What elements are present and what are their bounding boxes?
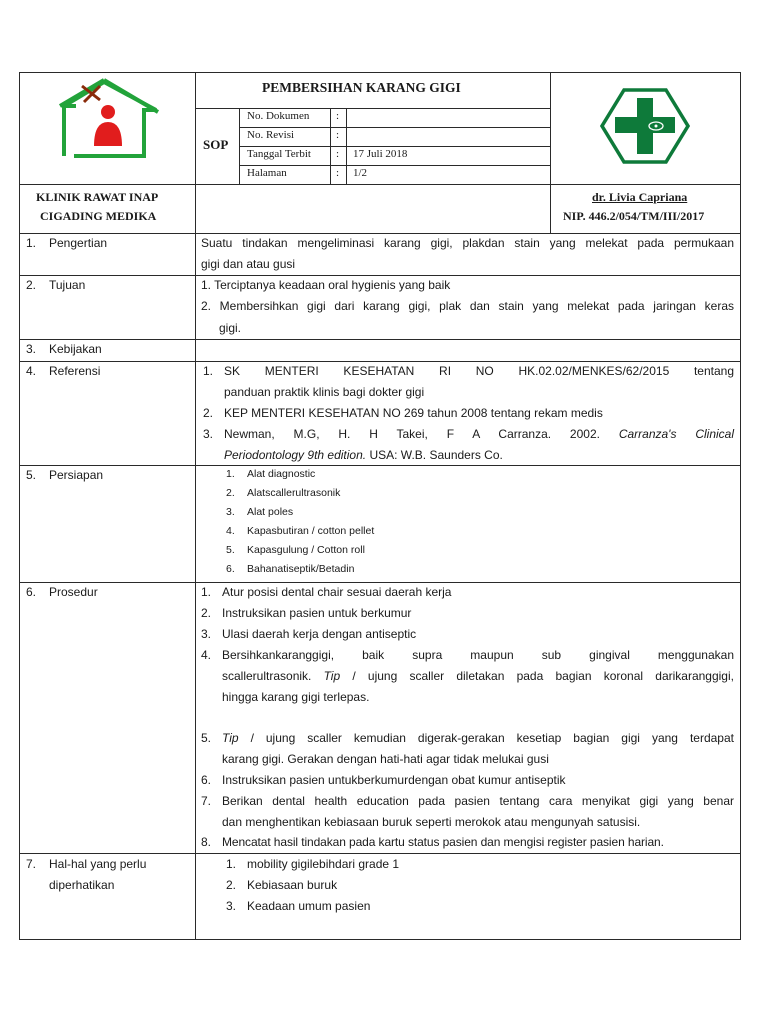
divider bbox=[195, 72, 196, 940]
step-number: 6. bbox=[201, 773, 212, 787]
section-number: 7. bbox=[26, 857, 37, 871]
step-number: 7. bbox=[201, 794, 212, 808]
step-text: Bersihkankaranggigi, baik supra maupun sub gingival menggunakan bbox=[222, 648, 734, 662]
divider bbox=[19, 361, 741, 362]
list-number: 2. bbox=[203, 406, 214, 420]
step-text bbox=[222, 669, 734, 683]
section-label: diperhatikan bbox=[49, 878, 115, 892]
list-number: 4. bbox=[226, 525, 235, 537]
list-item: KEP MENTERI KESEHATAN NO 269 tahun 2008 tentang rekam medis bbox=[224, 406, 603, 420]
section-text: Suatu tindakan mengeliminasi karang gigi, plakdan stain yang melekat pada permukaan bbox=[201, 236, 734, 250]
list-item: Kebiasaan buruk bbox=[247, 878, 338, 892]
step-text: Berikan dental health education pada pasien tentang cara menyikat gigi yang benar bbox=[222, 794, 734, 808]
field-label: Halaman bbox=[247, 167, 287, 179]
step-number: 8. bbox=[201, 835, 212, 849]
section-label: Persiapan bbox=[49, 468, 104, 482]
list-number: 3. bbox=[226, 899, 237, 913]
reference-text: Newman, M.G, H. H Takei, F A Carranza. 2002. bbox=[224, 427, 600, 441]
section-label: Pengertian bbox=[49, 236, 108, 250]
divider bbox=[550, 184, 551, 233]
step-text: Instruksikan pasien untuk berkumur bbox=[222, 606, 412, 620]
list-item: Kapasbutiran / cotton pellet bbox=[247, 525, 375, 537]
house-health-icon bbox=[56, 76, 160, 160]
divider bbox=[239, 127, 550, 128]
list-item: Keadaan umum pasien bbox=[247, 899, 371, 913]
divider bbox=[195, 108, 550, 109]
divider bbox=[239, 146, 550, 147]
divider bbox=[19, 465, 741, 466]
section-number: 4. bbox=[26, 364, 37, 378]
section-label: Referensi bbox=[49, 364, 101, 378]
list-item: Kapasgulung / Cotton roll bbox=[247, 544, 365, 556]
field-label: Tanggal Terbit bbox=[247, 148, 311, 160]
step-number: 3. bbox=[201, 627, 212, 641]
divider bbox=[19, 853, 741, 854]
field-separator: : bbox=[336, 167, 340, 179]
doctor-nip: NIP. 446.2/054/TM/III/2017 bbox=[563, 209, 705, 223]
list-item: 1. Terciptanya keadaan oral hygienis yang baik bbox=[201, 278, 451, 292]
list-number: 6. bbox=[226, 563, 235, 575]
list-item: Alat poles bbox=[247, 506, 294, 518]
step-number: 4. bbox=[201, 648, 212, 662]
reference-title: Periodontology 9th edition. bbox=[224, 448, 367, 462]
list-number: 1. bbox=[226, 857, 237, 871]
list-item: gigi. bbox=[219, 321, 242, 335]
sop-label: SOP bbox=[203, 137, 229, 152]
field-separator: : bbox=[336, 110, 340, 122]
section-number: 3. bbox=[26, 342, 37, 356]
list-number: 3. bbox=[203, 427, 214, 441]
list-item: 2. Membersihkan gigi dari karang gigi, plak dan stain yang melekat pada jaringan keras bbox=[201, 299, 734, 313]
step-text: Mencatat hasil tindakan pada kartu status pasien dan mengisi register pasien harian. bbox=[222, 835, 664, 849]
clinic-name: CIGADING MEDIKA bbox=[40, 209, 157, 223]
divider bbox=[19, 184, 741, 185]
step-text-part: scallerultrasonik. bbox=[222, 669, 312, 683]
clinic-name: KLINIK RAWAT INAP bbox=[36, 190, 159, 204]
list-number: 5. bbox=[226, 544, 235, 556]
step-text: Atur posisi dental chair sesuai daerah kerja bbox=[222, 585, 452, 599]
section-number: 5. bbox=[26, 468, 37, 482]
field-value: 1/2 bbox=[353, 167, 368, 179]
field-separator: : bbox=[336, 148, 340, 160]
reference-text: USA: W.B. Saunders Co. bbox=[369, 448, 503, 462]
section-label: Hal-hal yang perlu bbox=[49, 857, 147, 871]
field-separator: : bbox=[336, 129, 340, 141]
section-text: gigi dan atau gusi bbox=[201, 257, 296, 271]
step-text-part: / ujung scaller kemudian digerak-gerakan kesetiap bagian gigi yang terdapat bbox=[250, 731, 734, 745]
section-number: 2. bbox=[26, 278, 37, 292]
divider bbox=[550, 72, 551, 184]
list-number: 2. bbox=[226, 878, 237, 892]
section-number: 1. bbox=[26, 236, 37, 250]
list-number: 1. bbox=[203, 364, 214, 378]
divider bbox=[19, 339, 741, 340]
list-item: Bahanatiseptik/Betadin bbox=[247, 563, 355, 575]
step-text: Instruksikan pasien untukberkumurdengan obat kumur antiseptik bbox=[222, 773, 566, 787]
section-label: Kebijakan bbox=[49, 342, 102, 356]
reference-title: Carranza's Clinical bbox=[618, 427, 734, 441]
cross-icon bbox=[600, 88, 690, 164]
divider bbox=[19, 233, 741, 234]
step-text-italic: Tip bbox=[222, 731, 239, 745]
step-text: dan menghentikan kebiasaan buruk seperti merokok atau mengunyah satusisi. bbox=[222, 815, 641, 829]
step-text: karang gigi. Gerakan dengan hati-hati agar tidak melukai gusi bbox=[222, 752, 549, 766]
section-label: Prosedur bbox=[49, 585, 98, 599]
step-text-italic: Tip bbox=[323, 669, 341, 683]
field-label: No. Dokumen bbox=[247, 110, 310, 122]
list-item bbox=[224, 427, 734, 441]
divider bbox=[19, 275, 741, 276]
list-item: mobility gigilebihdari grade 1 bbox=[247, 857, 400, 871]
field-value: 17 Juli 2018 bbox=[353, 148, 408, 160]
clinic-logo bbox=[56, 76, 160, 160]
divider bbox=[239, 165, 550, 166]
section-number: 6. bbox=[26, 585, 37, 599]
step-number: 1. bbox=[201, 585, 212, 599]
list-item: panduan praktik klinis bagi dokter gigi bbox=[224, 385, 425, 399]
list-number: 2. bbox=[226, 487, 235, 499]
list-item: Alat diagnostic bbox=[247, 468, 316, 480]
list-item bbox=[224, 448, 503, 462]
doctor-name: dr. Livia Capriana bbox=[592, 190, 688, 204]
step-text bbox=[222, 731, 734, 745]
puskesmas-logo bbox=[600, 88, 690, 164]
divider bbox=[19, 582, 741, 583]
field-label: No. Revisi bbox=[247, 129, 295, 141]
list-number: 1. bbox=[226, 468, 235, 480]
step-text: Ulasi daerah kerja dengan antiseptic bbox=[222, 627, 417, 641]
section-label: Tujuan bbox=[49, 278, 86, 292]
step-text-part: / ujung scaller diletakan pada bagian koronal darikaranggigi, bbox=[352, 669, 734, 683]
list-number: 3. bbox=[226, 506, 235, 518]
step-text: hingga karang gigi terlepas. bbox=[222, 690, 370, 704]
step-number: 2. bbox=[201, 606, 212, 620]
document-title: PEMBERSIHAN KARANG GIGI bbox=[262, 80, 461, 95]
step-number: 5. bbox=[201, 731, 212, 745]
list-item: Alatscallerultrasonik bbox=[247, 487, 341, 499]
list-item: SK MENTERI KESEHATAN RI NO HK.02.02/MENKES/62/2015 tentang bbox=[224, 364, 734, 378]
